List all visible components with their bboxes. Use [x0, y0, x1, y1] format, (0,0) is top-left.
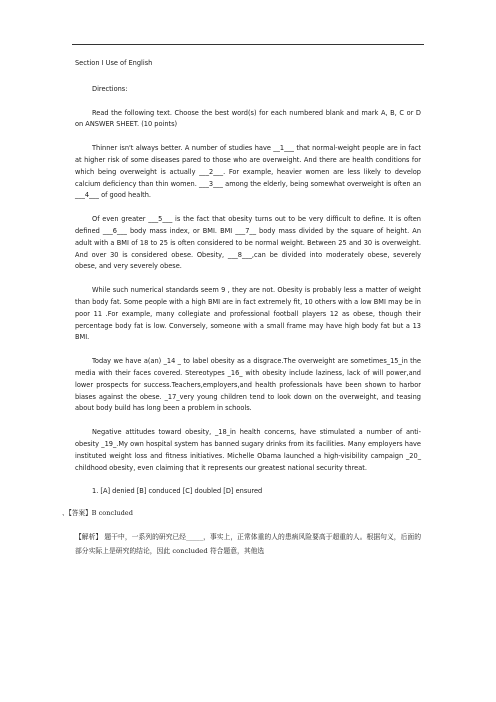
- question-1: 1. [A] denied [B] conduced [C] doubled [D] ensured: [92, 487, 263, 496]
- section-title: Section I Use of English: [75, 59, 153, 67]
- paragraph-3: While such numerical standards seem 9 , they are not. Obesity is probably less a matter of weight than body fat. Some people with a high BMI are in fact extremely fit, 10 others with a low BMI may be in poor 11 .For example, many collegiate and professional football players 12 as obese, though their percentage body fat is low. Conversely, someone with a small frame may have high body fat but a 13 BMI.: [75, 286, 421, 342]
- paragraph-2: Of even greater ___5___ is the fact that obesity turns out to be very difficult to define. It is often defined ___6___ body mass index, or BMI. BMI ___7__ body mass divided by the square of height. An adult with a BMI of 18 to 25 is often considered to be normal weight. Between 25 and 30 is overweight. And over 30 is considered obese. Obesity, ___8___,can be divided into moderately obese, severely obese, and very severely obese.: [75, 215, 421, 271]
- paragraph-5: Negative attitudes toward obesity, _18_in health concerns, have stimulated a number of anti-obesity _19_.My own hospital system has banned sugary drinks from its facilities. Many employers have instituted weight loss and fitness initiatives. Michelle Obama launched a high-visibility campaign _20_ childhood obesity, even claiming that it represents our greatest national security threat.: [75, 428, 421, 472]
- document-body: [62, 58, 421, 559]
- directions-label: Directions:: [92, 84, 128, 93]
- header-rule: [72, 44, 424, 45]
- paragraph-1: Thinner isn't always better. A number of studies have __1___ that normal-weight people are in fact at higher risk of some diseases pared to those who are overweight. And there are health conditions for which being overweight is actually ___2___. For example, heavier women are less likely to develop calcium deficiency than thin women. ___3___ among the elderly, being somewhat overweight is often an ___4___ of good health.: [75, 144, 421, 200]
- answer-line: 、【答案】B concluded: [62, 509, 133, 518]
- paragraph-4: Today we have a(an) _14 _ to label obesity as a disgrace.The overweight are sometimes_15_in the media with their faces covered. Stereotypes _16_ with obesity include laziness, lack of will power,and lower prospects for success.Teachers,employers,and health professionals have been shown to harbor biases against the obese. _17_very young children tend to look down on the overweight, and teasing about body build has long been a problem in schools.: [75, 357, 421, 413]
- analysis-text: 【解析】 题干中，一系列的研究已经_____，事实上，正常体重的人的患病风险要高于超重的人。根据句义，后面的部分实际上是研究的结论，因此 concluded 符合题意，其他选: [75, 532, 421, 556]
- directions-text: Read the following text. Choose the best word(s) for each numbered blank and mark A, B, C or D on ANSWER SHEET. (10 points): [75, 108, 421, 129]
